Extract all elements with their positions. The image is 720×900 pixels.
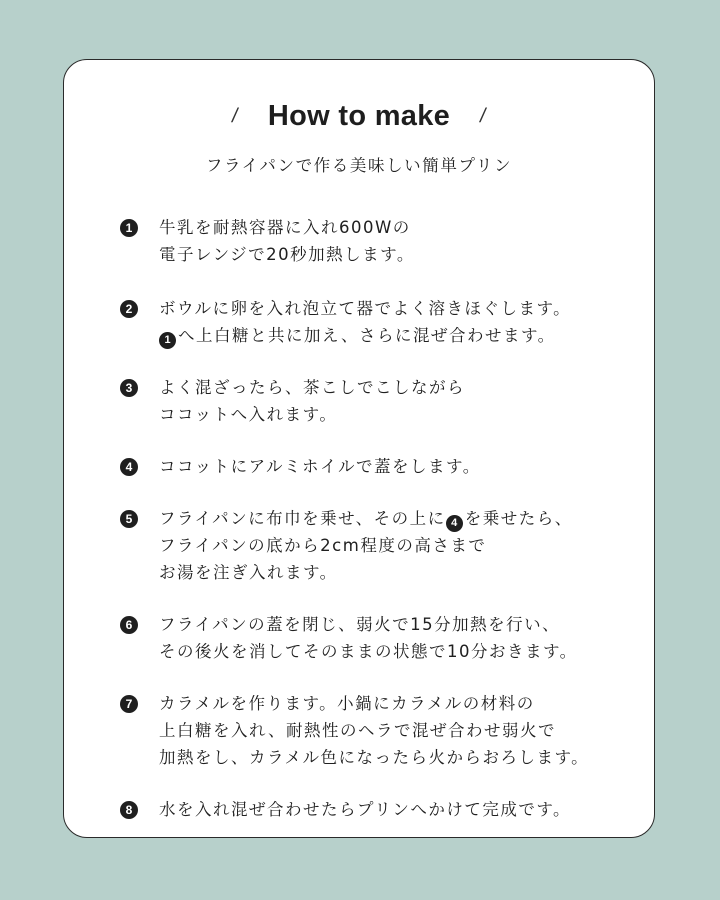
step-text <box>159 505 573 586</box>
title-row <box>64 96 654 136</box>
step-line: ボウルに卵を入れ泡立て器でよく溶きほぐします。 <box>159 299 572 318</box>
step-text <box>159 453 481 480</box>
step-line: フライパンの底から2cm程度の高さまで <box>159 536 487 555</box>
step-text <box>159 796 571 823</box>
step-line: 上白糖を入れ、耐熱性のヘラで混ぜ合わせ弱火で <box>159 721 556 740</box>
title-slash-left: / <box>230 104 240 127</box>
step-number-badge: 6 <box>120 616 138 634</box>
step-line: カラメルを作ります。小鍋にカラメルの材料の <box>159 694 535 713</box>
step-number-badge: 4 <box>120 458 138 476</box>
step-line-text: を乗せたら、 <box>464 509 573 528</box>
step-line: 水を入れ混ぜ合わせたらプリンへかけて完成です。 <box>159 800 572 819</box>
step-text <box>159 611 578 665</box>
step-number-badge: 2 <box>120 300 138 318</box>
step-text <box>159 295 571 349</box>
step-line-with-ref <box>159 322 571 349</box>
step-number-badge: 7 <box>120 695 138 713</box>
step-line-with-ref <box>159 505 573 532</box>
step-line: その後火を消してそのままの状態で10分おきます。 <box>159 642 578 661</box>
step-number-badge: 5 <box>120 510 138 528</box>
step-line: よく混ざったら、茶こしでこしながら <box>159 378 465 397</box>
step-1 <box>120 214 640 268</box>
recipe-card <box>63 59 655 838</box>
step-number-badge: 1 <box>120 219 138 237</box>
step-line-text: フライパンに布巾を乗せ、その上に <box>159 509 446 528</box>
step-line: ココットにアルミホイルで蓋をします。 <box>159 457 481 476</box>
step-ref-badge: 4 <box>446 515 463 532</box>
step-text <box>159 690 589 771</box>
step-line: ココットへ入れます。 <box>159 405 338 424</box>
step-7 <box>120 690 640 771</box>
step-line: フライパンの蓋を閉じ、弱火で15分加熱を行い、 <box>159 615 561 634</box>
step-line: 加熱をし、カラメル色になったら火からおろします。 <box>159 748 590 767</box>
step-6 <box>120 611 640 665</box>
step-text <box>159 374 465 428</box>
step-5 <box>120 505 640 586</box>
step-line: お湯を注ぎ入れます。 <box>159 563 338 582</box>
step-2 <box>120 295 640 349</box>
step-number-badge: 8 <box>120 801 138 819</box>
step-8 <box>120 796 640 823</box>
step-line: 電子レンジで20秒加熱します。 <box>159 245 415 264</box>
step-number-badge: 3 <box>120 379 138 397</box>
page-title: How to make <box>267 99 451 132</box>
step-3 <box>120 374 640 428</box>
step-text <box>159 214 415 268</box>
title-slash-right: / <box>478 104 488 127</box>
step-4 <box>120 453 640 480</box>
step-ref-badge: 1 <box>159 332 176 349</box>
steps-list <box>120 214 640 823</box>
step-line: 牛乳を耐熱容器に入れ600Wの <box>159 218 411 237</box>
recipe-subtitle: フライパンで作る美味しい簡単プリン <box>205 156 513 175</box>
step-line-text: へ上白糖と共に加え、さらに混ぜ合わせます。 <box>178 326 556 345</box>
